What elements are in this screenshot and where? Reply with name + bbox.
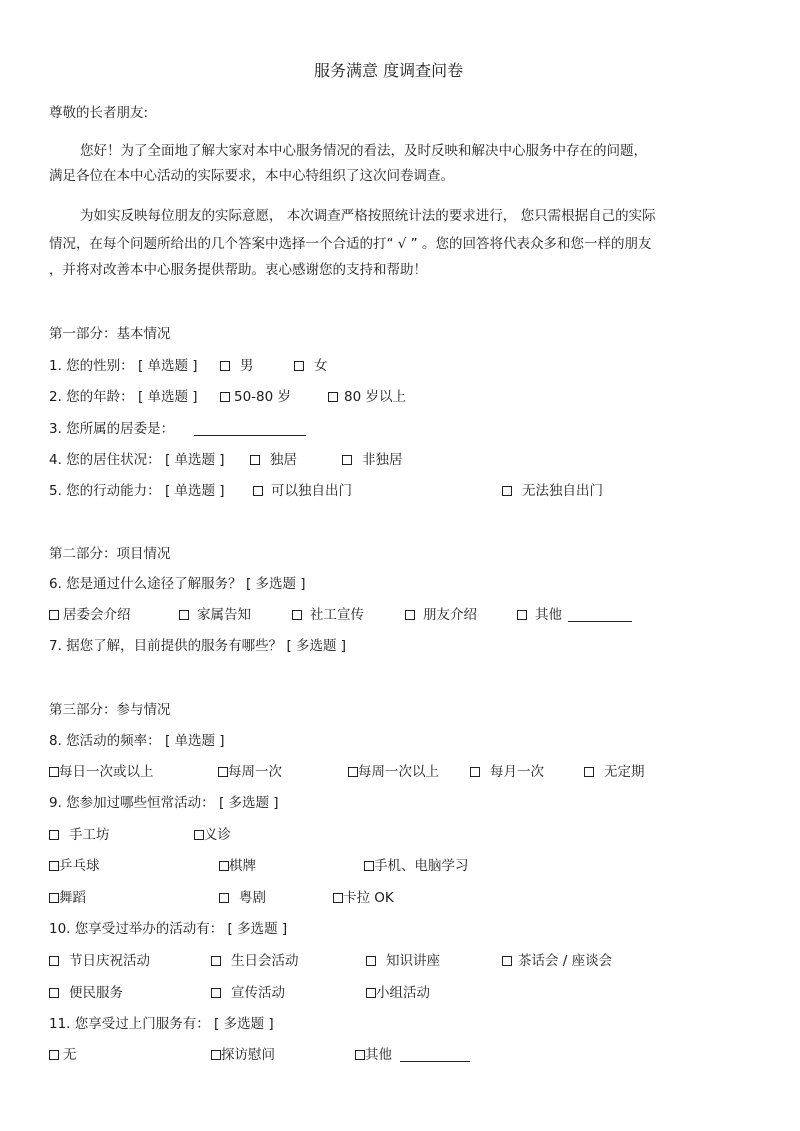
option[interactable]: 50-80 岁 [220,388,291,406]
question-8: 8. 您活动的频率： [ 单选题 ] [49,733,225,749]
checkbox-icon[interactable] [194,830,204,840]
option[interactable]: 节日庆祝活动 [49,952,150,970]
checkbox-icon[interactable] [333,893,343,903]
checkbox-icon[interactable] [253,486,263,496]
option[interactable]: 其他 [517,606,632,624]
option[interactable]: 朋友介绍 [405,606,477,624]
checkbox-icon[interactable] [584,767,594,777]
section-heading: 第三部分：参与情况 [49,702,171,718]
checkbox-icon[interactable] [355,1050,365,1060]
checkbox-icon[interactable] [366,956,376,966]
checkbox-icon[interactable] [220,361,230,371]
option[interactable]: 社工宣传 [292,606,364,624]
checkbox-icon[interactable] [49,861,59,871]
option[interactable]: 每月一次 [470,763,544,781]
question-7: 7. 据您了解，目前提供的服务有哪些？ [ 多选题 ] [49,638,347,654]
checkbox-icon[interactable] [179,610,189,620]
question-10: 10. 您享受过举办的活动有： [ 多选题 ] [49,921,288,937]
page-title: 服务满意 度调查问卷 [314,61,464,80]
option[interactable]: 男 [220,357,254,375]
option[interactable]: 茶话会 / 座谈会 [502,952,612,970]
checkbox-icon[interactable] [49,893,59,903]
checkbox-icon[interactable] [292,610,302,620]
checkbox-icon[interactable] [342,455,352,465]
checkbox-icon[interactable] [250,455,260,465]
checkbox-icon[interactable] [364,861,374,871]
checkbox-icon[interactable] [49,830,59,840]
option[interactable]: 棋牌 [219,857,256,875]
intro-line: 满足各位在本中心活动的实际要求，本中心特组织了这次问卷调查。 [49,168,454,184]
checkbox-icon[interactable] [517,610,527,620]
option[interactable]: 每周一次以上 [348,763,439,781]
option[interactable]: 宣传活动 [211,984,285,1002]
checkbox-icon[interactable] [49,610,59,620]
question-5: 5. 您的行动能力： [ 单选题 ] [49,483,225,499]
intro-line: 情况，在每个问题所给出的几个答案中选择一个合适的打“ √ ” 。您的回答将代表众多和您一样的朋友 [49,236,652,252]
option[interactable]: 每周一次 [218,763,282,781]
checkbox-icon[interactable] [502,956,512,966]
question-4: 4. 您的居住状况： [ 单选题 ] [49,452,225,468]
option[interactable]: 知识讲座 [366,952,440,970]
greeting: 尊敬的长者朋友: [49,105,149,121]
checkbox-icon[interactable] [219,893,229,903]
intro-line: 为如实反映每位朋友的实际意愿， 本次调查严格按照统计法的要求进行， 您只需根据自己的实际 [80,208,656,224]
option[interactable]: 无法独自出门 [502,482,603,500]
option[interactable]: 无 [49,1046,77,1064]
checkbox-icon[interactable] [405,610,415,620]
fill-blank[interactable] [400,1047,470,1062]
intro-line: ，并将对改善本中心服务提供帮助。衷心感谢您的支持和帮助！ [49,262,427,278]
checkbox-icon[interactable] [502,486,512,496]
option[interactable]: 80 岁以上 [328,388,406,406]
option[interactable]: 无定期 [584,763,645,781]
question-6: 6. 您是通过什么途径了解服务？ [ 多选题 ] [49,576,306,592]
option[interactable]: 义诊 [194,826,231,844]
section-heading: 第一部分：基本情况 [49,326,171,342]
checkbox-icon[interactable] [49,956,59,966]
checkbox-icon[interactable] [294,361,304,371]
option[interactable]: 卡拉 OK [333,889,394,907]
checkbox-icon[interactable] [220,392,230,402]
question-9: 9. 您参加过哪些恒常活动： [ 多选题 ] [49,795,279,811]
fill-blank[interactable] [194,420,306,438]
option[interactable]: 其他 [355,1046,470,1064]
option[interactable]: 探访慰问 [211,1046,275,1064]
checkbox-icon[interactable] [211,956,221,966]
option[interactable]: 手工坊 [49,826,110,844]
question-1: 1. 您的性别： [ 单选题 ] [49,358,198,374]
option[interactable]: 女 [294,357,328,375]
checkbox-icon[interactable] [348,767,358,777]
question-3: 3. 您所属的居委是： [49,421,175,437]
checkbox-icon[interactable] [49,767,59,777]
question-11: 11. 您享受过上门服务有： [ 多选题 ] [49,1016,274,1032]
checkbox-icon[interactable] [366,988,376,998]
question-2: 2. 您的年龄： [ 单选题 ] [49,389,198,405]
option[interactable]: 非独居 [342,451,403,469]
option[interactable]: 舞蹈 [49,889,86,907]
section-heading: 第二部分：项目情况 [49,546,171,562]
checkbox-icon[interactable] [218,767,228,777]
option[interactable]: 生日会活动 [211,952,299,970]
checkbox-icon[interactable] [328,392,338,402]
checkbox-icon[interactable] [211,988,221,998]
checkbox-icon[interactable] [49,988,59,998]
checkbox-icon[interactable] [211,1050,221,1060]
option[interactable]: 便民服务 [49,984,123,1002]
option[interactable]: 家属告知 [179,606,251,624]
checkbox-icon[interactable] [470,767,480,777]
option[interactable]: 小组活动 [366,984,430,1002]
checkbox-icon[interactable] [219,861,229,871]
option[interactable]: 独居 [250,451,297,469]
intro-line: 您好！为了全面地了解大家对本中心服务情况的看法，及时反映和解决中心服务中存在的问题， [80,143,647,159]
option[interactable]: 手机、电脑学习 [364,857,469,875]
fill-blank[interactable] [568,607,632,622]
option[interactable]: 可以独自出门 [253,482,352,500]
option[interactable]: 居委会介绍 [49,606,131,624]
option[interactable]: 粤剧 [219,889,266,907]
option[interactable]: 每日一次或以上 [49,763,154,781]
option[interactable]: 乒乓球 [49,857,100,875]
checkbox-icon[interactable] [49,1050,59,1060]
